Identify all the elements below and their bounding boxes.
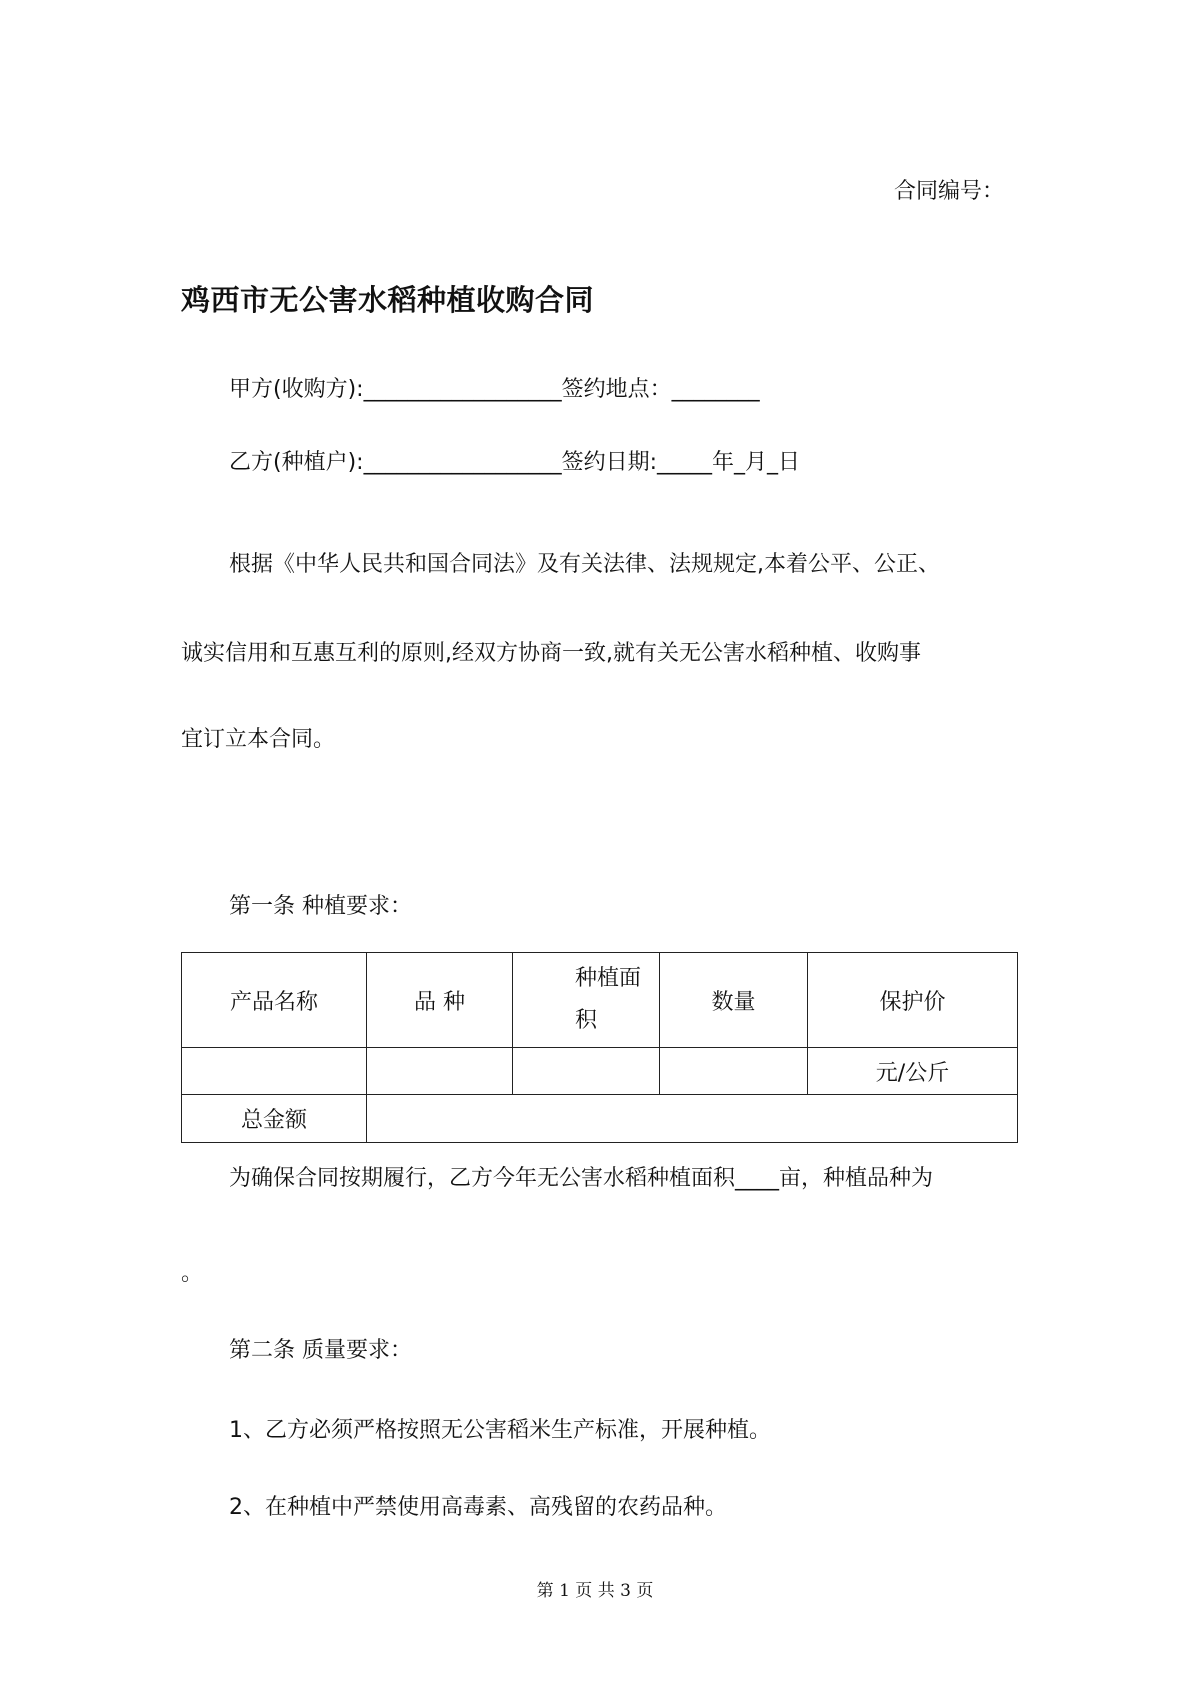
article-2-item-2: 2、在种植中严禁使用高毒素、高残留的农药品种。 [229, 1495, 727, 1520]
planting-table [181, 952, 1018, 1143]
header-protected-price: 保护价 [808, 953, 1018, 1048]
header-product-name: 产品名称 [182, 953, 367, 1048]
preamble-line-2: 诚实信用和互惠互利的原则,经双方协商一致,就有关无公害水稻种植、收购事 [181, 641, 921, 666]
table-header-row [182, 953, 1018, 1048]
party-a-line: 甲方(收购方):__________________签约地点：________ [229, 377, 760, 402]
preamble-line-1: 根据《中华人民共和国合同法》及有关法律、法规规定,本着公平、公正、 [229, 552, 940, 577]
table-total-row [182, 1095, 1018, 1143]
article-1-heading: 第一条 种植要求： [229, 894, 412, 919]
header-quantity: 数量 [660, 953, 808, 1048]
total-amount-value [367, 1095, 1018, 1143]
cell-planting-area [513, 1048, 660, 1095]
header-planting-area: 种植面积 [513, 953, 660, 1048]
article-2-item-1: 1、乙方必须严格按照无公害稻米生产标准，开展种植。 [229, 1418, 771, 1443]
header-variety: 品 种 [367, 953, 513, 1048]
page-number-footer: 第 1 页 共 3 页 [536, 1581, 654, 1601]
cell-product-name [182, 1048, 367, 1095]
cell-price-unit: 元/公斤 [808, 1048, 1018, 1095]
article-1-note-line-2: 。 [181, 1261, 204, 1286]
party-b-line: 乙方(种植户):__________________签约日期:_____年_月_日 [229, 450, 800, 475]
article-1-note-line-1: 为确保合同按期履行，乙方今年无公害水稻种植面积____亩，种植品种为 [229, 1166, 934, 1191]
contract-number-label: 合同编号： [893, 179, 1004, 204]
total-amount-label: 总金额 [182, 1095, 367, 1143]
cell-variety [367, 1048, 513, 1095]
preamble-line-3: 宜订立本合同。 [181, 727, 336, 752]
article-2-heading: 第二条 质量要求： [229, 1338, 412, 1363]
cell-quantity [660, 1048, 808, 1095]
document-title: 鸡西市无公害水稻种植收购合同 [181, 283, 595, 317]
table-row [182, 1048, 1018, 1095]
